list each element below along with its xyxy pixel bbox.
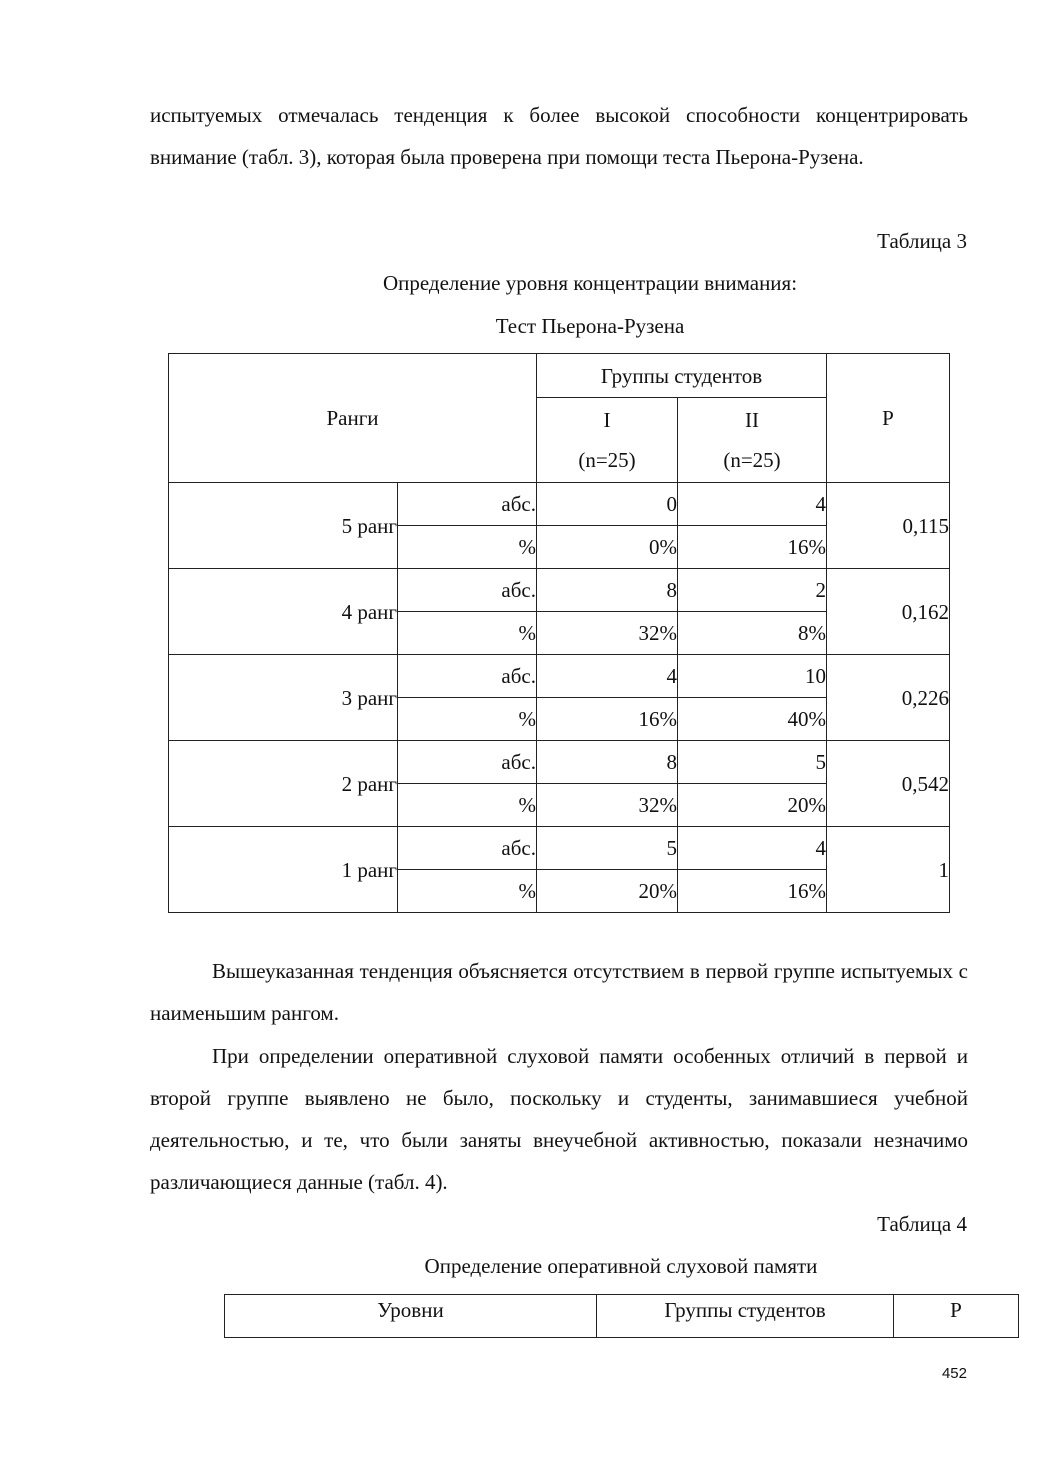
table4-header-row: [225, 1295, 1019, 1338]
p-value: 1: [827, 827, 950, 913]
header-ranks: Ранги: [169, 354, 537, 483]
abs-label: абс.: [398, 655, 537, 698]
header-groups: Группы студентов: [537, 354, 827, 398]
p-value: 0,115: [827, 483, 950, 569]
header-p-t4: P: [894, 1295, 1019, 1338]
group2-abs: 4: [678, 827, 827, 870]
group1-abs: 5: [537, 827, 678, 870]
abs-label: абс.: [398, 483, 537, 526]
header-group1-label: I: [603, 408, 611, 432]
group2-pct: 16%: [678, 526, 827, 569]
table3-row-abs: [169, 827, 950, 870]
group2-pct: 40%: [678, 698, 827, 741]
pct-label: %: [398, 870, 537, 913]
paragraph-intro: испытуемых отмечалась тенденция к более высокой способности концентрировать внимание (табл. 3), которая была проверена при помощи теста Пьерона-Рузена.: [150, 103, 968, 169]
group1-pct: 16%: [537, 698, 678, 741]
rank-label: 4 ранг: [169, 569, 398, 655]
rank-label: 5 ранг: [169, 483, 398, 569]
pct-label: %: [398, 784, 537, 827]
header-levels: Уровни: [225, 1295, 597, 1338]
pct-label: %: [398, 698, 537, 741]
header-group1-n: (n=25): [578, 448, 636, 472]
table3-title-line1: Определение уровня концентрации внимания:: [382, 271, 798, 295]
table3-header-row: [169, 354, 950, 398]
header-p: P: [827, 354, 950, 483]
table3: [168, 353, 950, 913]
table3-row-abs: [169, 483, 950, 526]
group2-pct: 20%: [678, 784, 827, 827]
table3-row-abs: [169, 569, 950, 612]
header-group2-n: (n=25): [723, 448, 781, 472]
group2-abs: 5: [678, 741, 827, 784]
pct-label: %: [398, 526, 537, 569]
table3-row-abs: [169, 655, 950, 698]
group1-abs: 8: [537, 569, 678, 612]
group1-abs: 4: [537, 655, 678, 698]
rank-label: 3 ранг: [169, 655, 398, 741]
paragraph-memory: При определении оперативной слуховой памяти особенных отличий в первой и второй группе выявлено не было, поскольку и студенты, занимавшиеся учебной деятельностью, и те, что были заняты внеучебной активностью, показали незначимо различающиеся данные (табл. 4).: [150, 1044, 968, 1194]
abs-label: абс.: [398, 741, 537, 784]
table3-body: [169, 354, 950, 913]
table4-title: Определение оперативной слуховой памяти: [424, 1254, 818, 1278]
table3-title-line2: Тест Пьерона-Рузена: [495, 314, 685, 338]
header-group2-label: II: [745, 408, 759, 432]
header-group1: [537, 398, 678, 483]
group2-abs: 10: [678, 655, 827, 698]
group2-pct: 16%: [678, 870, 827, 913]
group2-abs: 4: [678, 483, 827, 526]
abs-label: абс.: [398, 827, 537, 870]
p-value: 0,542: [827, 741, 950, 827]
p-value: 0,226: [827, 655, 950, 741]
table4: [224, 1294, 1019, 1338]
table4-label: Таблица 4: [877, 1212, 967, 1236]
rank-label: 1 ранг: [169, 827, 398, 913]
page-number: 452: [941, 1365, 967, 1382]
group2-pct: 8%: [678, 612, 827, 655]
header-group2: [678, 398, 827, 483]
group1-pct: 20%: [537, 870, 678, 913]
pct-label: %: [398, 612, 537, 655]
abs-label: абс.: [398, 569, 537, 612]
group2-abs: 2: [678, 569, 827, 612]
table3-row-abs: [169, 741, 950, 784]
rank-label: 2 ранг: [169, 741, 398, 827]
p-value: 0,162: [827, 569, 950, 655]
group1-pct: 32%: [537, 784, 678, 827]
group1-pct: 0%: [537, 526, 678, 569]
header-groups-t4: Группы студентов: [597, 1295, 894, 1338]
group1-pct: 32%: [537, 612, 678, 655]
table3-label: Таблица 3: [877, 229, 967, 253]
group1-abs: 0: [537, 483, 678, 526]
paragraph-explanation: Вышеуказанная тенденция объясняется отсутствием в первой группе испытуемых с наименьшим рангом.: [150, 959, 968, 1025]
group1-abs: 8: [537, 741, 678, 784]
